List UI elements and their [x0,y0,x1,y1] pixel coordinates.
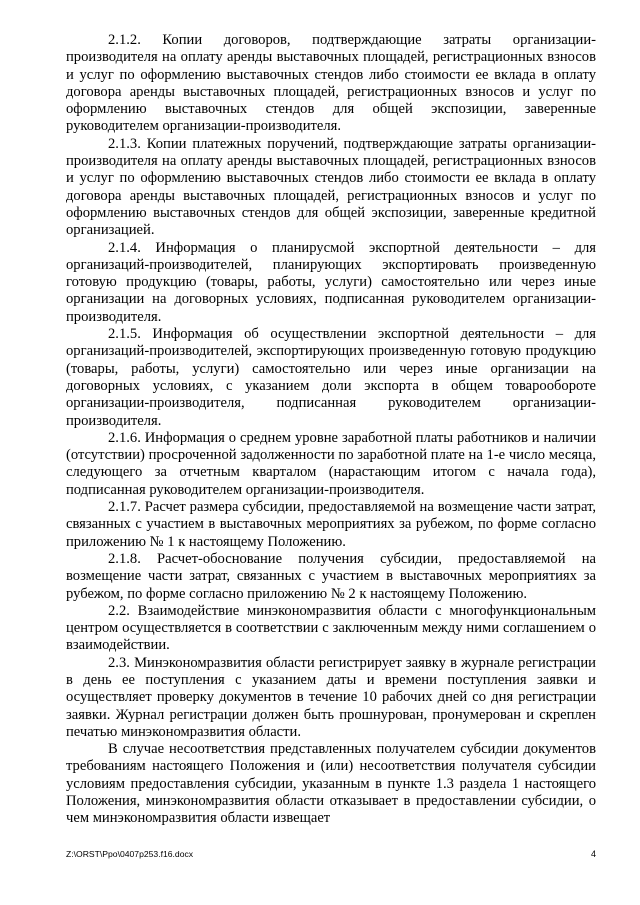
footer-file-path: Z:\ORST\Ppo\0407p253.f16.docx [66,849,194,859]
paragraph-2-1-8: 2.1.8. Расчет-обоснование получения субсидии, предоставляемой на возмещение части затрат, связанных с участием в выставочных мероприятиях за рубежом, по форме согласно приложению № 2 к настоящему Положению. [66,550,596,602]
paragraph-2-1-7: 2.1.7. Расчет размера субсидии, предоставляемой на возмещение части затрат, связанных с участием в выставочных мероприятиях за рубежом, по форме согласно приложению № 1 к настоящему Положению. [66,499,596,550]
paragraph-2-2: 2.2. Взаимодействие минэкономразвития области с многофункциональным центром осуществляется в соответствии с заключенным между ними соглашением о взаимодействии. [66,602,596,654]
document-body [66,32,596,828]
paragraph-2-1-2: 2.1.2. Копии договоров, подтверждающие затраты организации-производителя на оплату аренды выставочных площадей, регистрационных взносов и услуг по оформлению выставочных стендов либо стоимости ее вклада в оплату договора аренды выставочных площадей, регистрационных взносов и услуг по оформлению выставочных стендов для общей экспозиции, заверенные руководителем организации-производителя. [66,32,596,135]
paragraph-2-1-6: 2.1.6. Информация о среднем уровне заработной платы работников и наличии (отсутствии) просроченной задолженности по заработной плате на 1-е число месяца, следующего за отчетным кварталом (нарастающим итогом с начала года), подписанная руководителем организации-производителя. [66,429,596,498]
footer-page-number: 4 [590,849,596,859]
paragraph-refusal: В случае несоответствия представленных получателем субсидии документов требованиям настоящего Положения и (или) несоответствия получателя субсидии условиям предоставления субсидии, указанным в пункте 1.3 раздела 1 настоящего Положения, минэкономразвития области отказывает в предоставлении субсидии, о чем минэкономразвития области извещает [66,741,596,827]
paragraph-2-3: 2.3. Минэкономразвития области регистрирует заявку в журнале регистрации в день ее поступления с указанием даты и времени поступления заявки и осуществляет проверку документов в течение 10 рабочих дней со дня регистрации заявки. Журнал регистрации должен быть прошнурован, пронумерован и скреплен печатью минэкономразвития области. [66,654,596,740]
paragraph-2-1-4: 2.1.4. Информация о планирусмой экспортной деятельности – для организаций-производителей, планирующих экспортировать произведенную готовую продукцию (товары, работы, услуги) самостоятельно или через иные организации на договорных условиях, подписанная руководителем организации-производителя. [66,239,596,325]
paragraph-2-1-3: 2.1.3. Копии платежных поручений, подтверждающие затраты организации-производителя на оплату аренды выставочных площадей, регистрационных взносов и услуг по оформлению выставочных стендов либо стоимости ее вклада в оплату договора аренды выставочных площадей, регистрационных взносов и услуг по оформлению выставочных стендов для общей экспозиции, заверенные кредитной организацией. [66,135,596,239]
paragraph-2-1-5: 2.1.5. Информация об осуществлении экспортной деятельности – для организаций-производителей, экспортирующих произведенную готовую продукцию (товары, работы, услуги) самостоятельно или через иные организации на договорных условиях, с указанием доли экспорта в общем товарообороте организации-производителя, подписанная руководителем организации-производителя. [66,326,596,429]
